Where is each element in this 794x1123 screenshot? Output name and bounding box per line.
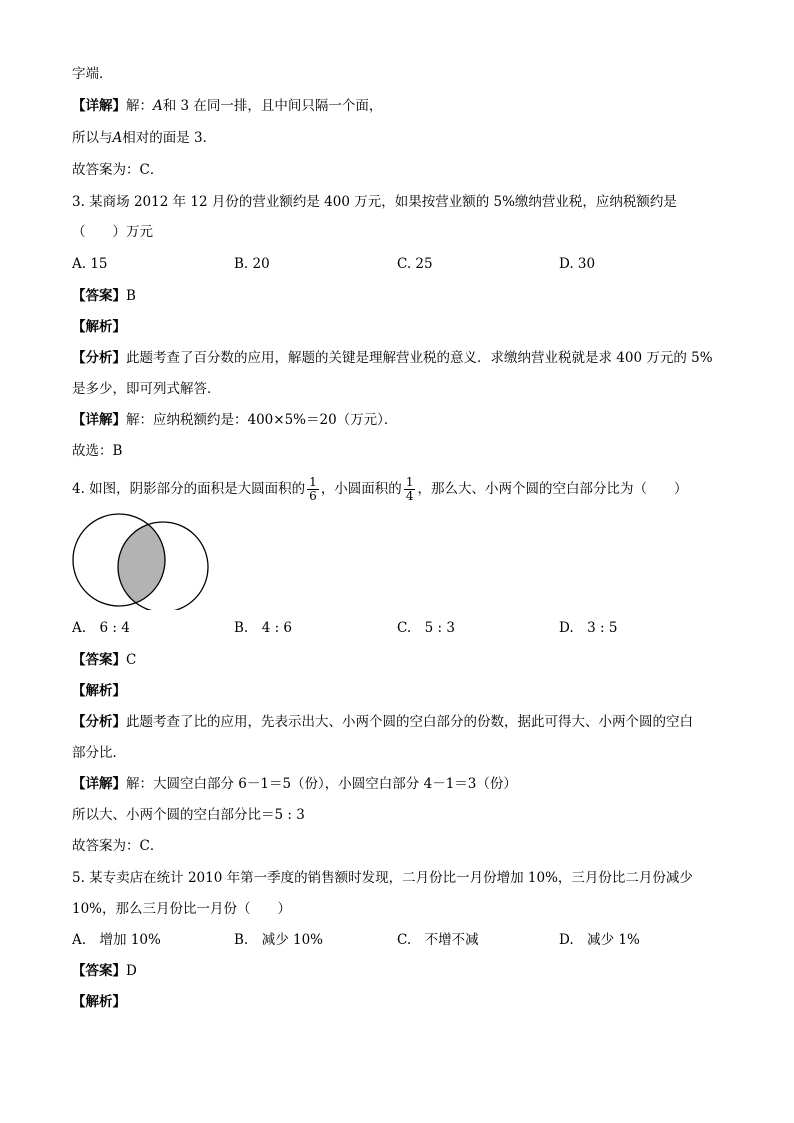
question-4-stem [72, 476, 687, 503]
detail-text: 解：大圆空白部分 6－1＝5（份），小圆空白部分 4－1＝3（份） [126, 776, 517, 792]
answer-tag: 【答案】 [72, 652, 126, 668]
numerator: 1 [405, 475, 414, 489]
option-c: C. 5 : 3 [397, 620, 455, 636]
fenxi-line [72, 348, 713, 368]
option-c: C. 25 [397, 256, 433, 272]
question-5-stem: 5. 某专卖店在统计 2010 年第一季度的销售额时发现，二月份比一月份增加 10%，三月份比二月份减少 [72, 870, 693, 886]
detail-line [72, 410, 397, 430]
answer-value: B [126, 288, 136, 304]
option-d: D. 减少 1% [559, 932, 640, 948]
denominator: 6 [309, 489, 317, 503]
option-b: B. 4 : 6 [234, 620, 293, 636]
stem-text: ，小圆面积的 [320, 481, 402, 497]
option-c: C. 不增不减 [397, 932, 479, 948]
choose-line: 故选：B [72, 443, 123, 459]
answer-tag: 【答案】 [72, 963, 126, 979]
venn-diagram [66, 512, 216, 610]
detail-text: 和 3 在同一排，且中间只隔一个面， [162, 98, 383, 114]
fenxi-line [72, 712, 693, 732]
option-a: A. 6 : 4 [72, 620, 130, 636]
detail-tag: 【详解】 [72, 776, 126, 792]
text-line [72, 128, 216, 148]
analysis-tag: 【解析】 [72, 683, 126, 699]
text-line: 字端． [72, 66, 113, 82]
fenxi-tag: 【分析】 [72, 350, 126, 366]
answer-line [72, 961, 137, 981]
answer-line: 故答案为：C． [72, 162, 164, 178]
text: 所以与 [72, 130, 113, 146]
detail-line [72, 96, 382, 116]
fenxi-text: 此题考查了百分数的应用，解题的关键是理解营业税的意义．求缴纳营业税就是求 400 万元的 5% [126, 350, 713, 366]
fraction [307, 476, 319, 503]
analysis-tag: 【解析】 [72, 994, 126, 1010]
detail-text: 解：应纳税额约是：400×5%＝20（万元）． [126, 412, 398, 428]
stem-text: 4. 如图，阴影部分的面积是大圆面积的 [72, 481, 306, 497]
text: 相对的面是 3． [122, 130, 217, 146]
variable: A [153, 98, 163, 114]
fenxi-text: 此题考查了比的应用，先表示出大、小两个圆的空白部分的份数，据此可得大、小两个圆的空白 [126, 714, 693, 730]
detail-line [72, 774, 517, 794]
question-3-stem-cont: （ ）万元 [72, 224, 153, 240]
stem-text: ，那么大、小两个圆的空白部分比为（ ） [417, 481, 688, 497]
option-b: B. 减少 10% [234, 932, 324, 948]
question-5-stem-cont: 10%，那么三月份比一月份（ ） [72, 901, 292, 917]
option-a: A. 增加 10% [72, 932, 161, 948]
fenxi-tag: 【分析】 [72, 714, 126, 730]
analysis-tag: 【解析】 [72, 319, 126, 335]
question-3-stem: 3. 某商场 2012 年 12 月份的营业额约是 400 万元，如果按营业额的 5%缴纳营业税，应纳税额约是 [72, 194, 677, 210]
answer-tag: 【答案】 [72, 288, 126, 304]
option-d: D. 3 : 5 [559, 620, 618, 636]
option-b: B. 20 [234, 256, 270, 272]
fenxi-line-cont: 是多少，即可列式解答． [72, 381, 221, 397]
denominator: 4 [405, 489, 414, 503]
answer-line: 故答案为：C． [72, 838, 164, 854]
detail-text: 解： [126, 98, 153, 114]
answer-value: C [126, 652, 137, 668]
text-line: 所以大、小两个圆的空白部分比＝5 : 3 [72, 807, 305, 823]
answer-value: D [126, 963, 137, 979]
answer-line [72, 286, 136, 306]
detail-tag: 【详解】 [72, 98, 126, 114]
fraction [404, 476, 416, 503]
option-d: D. 30 [559, 256, 596, 272]
numerator: 1 [309, 475, 317, 489]
option-a: A. 15 [72, 256, 108, 272]
fenxi-line-cont: 部分比． [72, 745, 126, 761]
answer-line [72, 650, 136, 670]
detail-tag: 【详解】 [72, 412, 126, 428]
variable: A [112, 130, 123, 146]
